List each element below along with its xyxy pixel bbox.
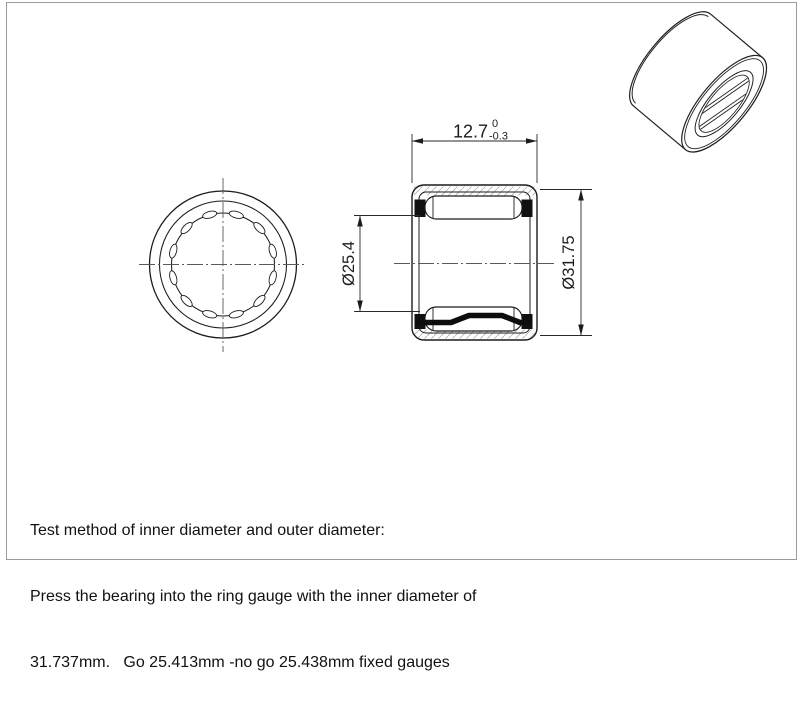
roller-bump <box>229 309 245 319</box>
roller-bump <box>168 243 178 259</box>
roller-bump <box>179 221 194 236</box>
arrowhead-top <box>578 190 584 201</box>
notes-block <box>30 476 477 718</box>
outer-dimension-label: Ø31.75 <box>560 235 578 290</box>
seal-right <box>522 200 533 218</box>
top-roller <box>415 196 533 219</box>
roller-bump <box>168 270 178 286</box>
section-view <box>394 185 556 340</box>
bottom-roller <box>415 307 533 331</box>
arrowhead-bottom <box>578 325 584 336</box>
arrowhead-top <box>357 216 363 227</box>
roller-bump <box>229 210 245 220</box>
top-wall-hatch <box>414 187 535 196</box>
iso-view <box>616 0 792 174</box>
seal-left <box>415 200 426 218</box>
note-line-1: Test method of inner diameter and outer diameter: <box>30 522 385 539</box>
roller-body <box>425 196 522 219</box>
arrowhead-right <box>526 138 537 144</box>
roller-bump <box>202 309 218 319</box>
dimension-width <box>412 118 537 183</box>
width-dimension-value: 12.7 <box>452 121 488 142</box>
arrowhead-left <box>412 138 423 144</box>
roller-bump <box>268 243 278 259</box>
note-line-3: 31.737mm. Go 25.413mm -no go 25.438mm fixed gauges <box>30 654 450 671</box>
roller-bump <box>268 270 278 286</box>
roller-bump <box>202 210 218 220</box>
width-tolerance-upper: 0 <box>492 118 499 130</box>
front-centerlines <box>139 178 307 352</box>
note-line-2: Press the bearing into the ring gauge with the inner diameter of <box>30 588 477 605</box>
roller-bump <box>252 221 267 236</box>
width-tolerance-lower: -0.3 <box>489 130 508 143</box>
roller-bump <box>179 293 194 308</box>
dimension-outer <box>540 190 592 336</box>
bore-dimension-label: Ø25.4 <box>340 241 358 286</box>
arrowhead-bottom <box>357 301 363 312</box>
front-view <box>139 178 307 352</box>
roller-bump <box>252 293 267 308</box>
